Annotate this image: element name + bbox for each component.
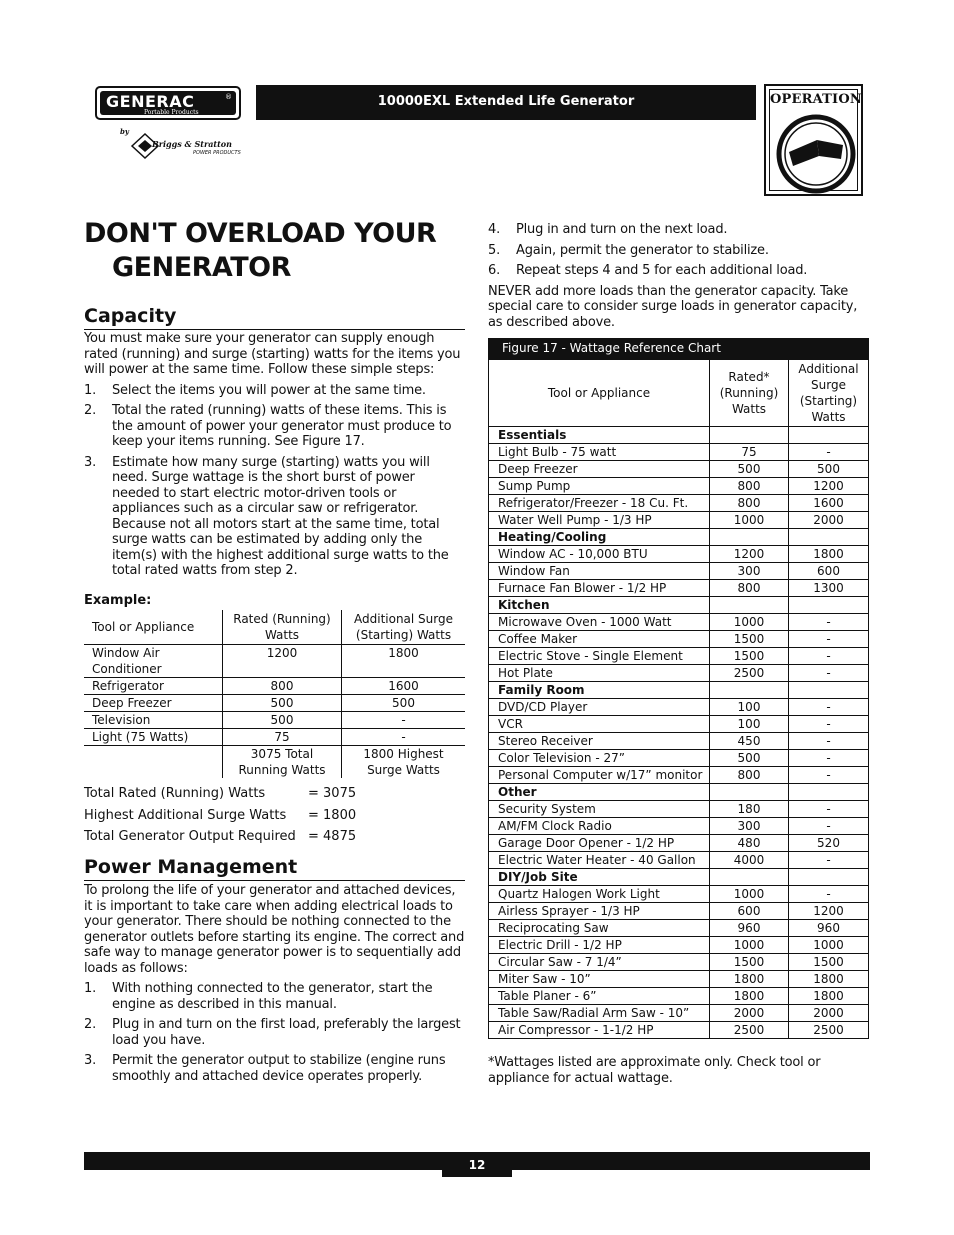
capacity-intro: You must make sure your generator can supply enough rated (running) and surge (starting) watts for the items you will power at the same time. Follow these simple steps: — [84, 331, 461, 377]
surge-watts: 1800 — [789, 971, 869, 988]
appliance-name: Circular Saw - 7 1/4” — [489, 954, 710, 971]
appliance-row — [489, 461, 869, 478]
rated-watts: 300 — [710, 563, 789, 580]
appliance-row — [489, 580, 869, 597]
example-row — [84, 712, 465, 729]
rated-watts: 2500 — [710, 665, 789, 682]
category-label: Heating/Cooling — [489, 529, 710, 546]
power-management-heading: Power Management — [84, 856, 465, 881]
rated-watts: 1500 — [710, 648, 789, 665]
category-row — [489, 427, 869, 444]
example-item: Refrigerator — [84, 678, 223, 695]
step-number: 6. — [488, 263, 501, 278]
generac-logo — [95, 86, 241, 120]
surge-watts: - — [789, 818, 869, 835]
rated-watts: 600 — [710, 903, 789, 920]
step-number: 2. — [84, 403, 97, 418]
step-text: Plug in and turn on the next load. — [516, 222, 728, 237]
example-item: Deep Freezer — [84, 695, 223, 712]
example-surge: - — [342, 712, 466, 729]
category-label: Kitchen — [489, 597, 710, 614]
appliance-row — [489, 665, 869, 682]
surge-watts: - — [789, 631, 869, 648]
rated-watts: 800 — [710, 495, 789, 512]
surge-watts: 500 — [789, 461, 869, 478]
surge-watts: - — [789, 733, 869, 750]
registered-mark-icon: ® — [225, 93, 232, 101]
surge-watts: 960 — [789, 920, 869, 937]
surge-watts: - — [789, 750, 869, 767]
appliance-row — [489, 852, 869, 869]
header-surge: Additional Surge (Starting) Watts — [789, 360, 869, 427]
example-item: Window Air Conditioner — [84, 645, 223, 678]
appliance-name: Light Bulb - 75 watt — [489, 444, 710, 461]
rated-watts: 1000 — [710, 886, 789, 903]
appliance-row — [489, 750, 869, 767]
rated-watts: 1500 — [710, 631, 789, 648]
appliance-name: Refrigerator/Freezer - 18 Cu. Ft. — [489, 495, 710, 512]
example-rated: 1200 — [223, 645, 342, 678]
appliance-row — [489, 988, 869, 1005]
rated-watts: 1200 — [710, 546, 789, 563]
step-number: 5. — [488, 242, 501, 258]
surge-watts: 600 — [789, 563, 869, 580]
summary-row — [84, 805, 465, 827]
rated-watts: 480 — [710, 835, 789, 852]
wattage-table — [488, 359, 869, 1039]
category-label: Essentials — [489, 427, 710, 444]
category-row — [489, 529, 869, 546]
surge-watts: - — [789, 801, 869, 818]
appliance-row — [489, 835, 869, 852]
appliance-name: DVD/CD Player — [489, 699, 710, 716]
category-row — [489, 597, 869, 614]
appliance-row — [489, 512, 869, 529]
rated-watts: 800 — [710, 580, 789, 597]
example-table-header — [84, 610, 465, 645]
summary-label: Highest Additional Surge Watts — [84, 807, 287, 823]
example-row — [84, 695, 465, 712]
step-text: Repeat steps 4 and 5 for each additional load. — [516, 263, 808, 278]
example-summary — [84, 783, 465, 848]
step-text: Plug in and turn on the first load, preferably the largest load you have. — [112, 1017, 461, 1048]
appliance-row — [489, 495, 869, 512]
appliance-name: Quartz Halogen Work Light — [489, 886, 710, 903]
appliance-row — [489, 767, 869, 784]
appliance-name: Furnace Fan Blower - 1/2 HP — [489, 580, 710, 597]
page-title — [84, 217, 484, 285]
rated-watts: 2500 — [710, 1022, 789, 1039]
power-intro: To prolong the life of your generator and attached devices, it is important to take care when adding electrical loads to your generator. There should be nothing connected to the generator outlets before starting its engine. The correct and safe way to manage generator power is to sequentially add loads as follows: — [84, 883, 465, 976]
example-rated: 500 — [223, 712, 342, 729]
rated-watts: 960 — [710, 920, 789, 937]
category-row — [489, 869, 869, 886]
rated-watts: 100 — [710, 699, 789, 716]
surge-watts: - — [789, 767, 869, 784]
appliance-row — [489, 699, 869, 716]
step-text: Total the rated (running) watts of these items. This is the amount of power your generator must produce to keep your items running. See Figure 17. — [112, 403, 452, 449]
header-rated: Rated* (Running) Watts — [710, 360, 789, 427]
example-header-rated: Rated (Running) Watts — [223, 610, 342, 645]
surge-watts: 520 — [789, 835, 869, 852]
surge-watts: 2000 — [789, 1005, 869, 1022]
example-row — [84, 729, 465, 746]
surge-watts: 1300 — [789, 580, 869, 597]
summary-row — [84, 826, 465, 848]
surge-watts: 2000 — [789, 512, 869, 529]
brand-subtitle: Portable Products — [144, 109, 199, 116]
step-text: With nothing connected to the generator, start the engine as described in this manual. — [112, 981, 433, 1012]
example-surge: 500 — [342, 695, 466, 712]
rated-watts: 450 — [710, 733, 789, 750]
example-label: Example: — [84, 593, 152, 608]
example-rated: 800 — [223, 678, 342, 695]
surge-watts: - — [789, 886, 869, 903]
surge-watts: - — [789, 665, 869, 682]
section-tab-label: OPERATION — [770, 92, 862, 107]
capacity-step — [84, 403, 465, 450]
header-item: Tool or Appliance — [489, 360, 710, 427]
appliance-name: Window AC - 10,000 BTU — [489, 546, 710, 563]
header-bar — [256, 85, 756, 120]
appliance-row — [489, 614, 869, 631]
surge-watts: 1200 — [789, 478, 869, 495]
appliance-row — [489, 1022, 869, 1039]
summary-value: = 4875 — [308, 829, 357, 844]
appliance-name: Miter Saw - 10” — [489, 971, 710, 988]
appliance-name: Microwave Oven - 1000 Watt — [489, 614, 710, 631]
appliance-row — [489, 546, 869, 563]
example-header-item: Tool or Appliance — [84, 610, 223, 645]
surge-watts: 1000 — [789, 937, 869, 954]
rated-watts: 1800 — [710, 988, 789, 1005]
appliance-row — [489, 818, 869, 835]
example-row — [84, 645, 465, 678]
rated-watts: 800 — [710, 767, 789, 784]
step-text: Estimate how many surge (starting) watts you will need. Surge wattage is the short burst of power needed to start electric motor-driven tools or appliances such as a circular saw or refrigerator. Because not all motors start at the same time, total surge watts can be estimated by adding only the item(s) with the highest additional surge watts to the total rated watts from step 2. — [112, 454, 449, 578]
rated-watts: 1500 — [710, 954, 789, 971]
appliance-name: Hot Plate — [489, 665, 710, 682]
rated-watts: 1800 — [710, 971, 789, 988]
brand-name: GENERAC — [106, 92, 195, 111]
appliance-name: Electric Drill - 1/2 HP — [489, 937, 710, 954]
example-total-rated: 3075 Total Running Watts — [223, 746, 342, 779]
surge-watts: - — [789, 699, 869, 716]
example-rated: 500 — [223, 695, 342, 712]
capacity-step — [84, 383, 465, 399]
step-text: Again, permit the generator to stabilize. — [516, 242, 769, 258]
capacity-heading: Capacity — [84, 305, 465, 330]
step-text: Permit the generator output to stabilize (engine runs smoothly and attached device operates properly. — [112, 1053, 446, 1084]
power-step — [84, 1017, 465, 1048]
appliance-name: AM/FM Clock Radio — [489, 818, 710, 835]
step-number: 4. — [488, 222, 501, 237]
appliance-row — [489, 733, 869, 750]
partner-name: Briggs & Stratton — [152, 139, 232, 149]
appliance-row — [489, 903, 869, 920]
example-totals-row — [84, 746, 465, 779]
example-row — [84, 678, 465, 695]
page-number: 12 — [468, 1158, 486, 1172]
rated-watts: 300 — [710, 818, 789, 835]
power-management-section — [84, 883, 465, 1084]
category-label: Family Room — [489, 682, 710, 699]
surge-watts: - — [789, 716, 869, 733]
power-management-continued — [488, 222, 868, 330]
rated-watts: 500 — [710, 461, 789, 478]
page-title-line2: GENERATOR — [112, 252, 291, 283]
rated-watts: 4000 — [710, 852, 789, 869]
appliance-name: VCR — [489, 716, 710, 733]
rated-watts: 1000 — [710, 614, 789, 631]
summary-row — [84, 783, 465, 805]
appliance-name: Airless Sprayer - 1/3 HP — [489, 903, 710, 920]
step-number: 3. — [84, 1053, 97, 1068]
power-step — [84, 1053, 465, 1084]
appliance-row — [489, 920, 869, 937]
step-number: 3. — [84, 454, 97, 470]
document-title: 10000EXL Extended Life Generator — [377, 94, 635, 109]
surge-watts: 1500 — [789, 954, 869, 971]
capacity-step — [84, 455, 465, 579]
appliance-row — [489, 563, 869, 580]
wattage-reference-chart — [488, 338, 869, 1039]
category-row — [489, 682, 869, 699]
rated-watts: 180 — [710, 801, 789, 818]
appliance-row — [489, 801, 869, 818]
appliance-row — [489, 648, 869, 665]
rated-watts: 2000 — [710, 1005, 789, 1022]
example-surge: - — [342, 729, 466, 746]
example-rated: 75 — [223, 729, 342, 746]
partner-subtitle: POWER PRODUCTS — [193, 150, 241, 156]
rated-watts: 800 — [710, 478, 789, 495]
never-note: NEVER add more loads than the generator capacity. Take special care to consider surge loads in generator capacity, as described above. — [488, 283, 858, 330]
surge-watts: - — [789, 444, 869, 461]
surge-watts: 1600 — [789, 495, 869, 512]
surge-watts: 1800 — [789, 988, 869, 1005]
page-title-line1: DON'T OVERLOAD YOUR — [84, 218, 437, 249]
appliance-name: Garage Door Opener - 1/2 HP — [489, 835, 710, 852]
rated-watts: 75 — [710, 444, 789, 461]
section-tab — [764, 84, 863, 196]
appliance-name: Table Planer - 6” — [489, 988, 710, 1005]
step-text: Select the items you will power at the same time. — [112, 382, 426, 398]
wattage-table-header — [489, 360, 869, 427]
appliance-name: Electric Stove - Single Element — [489, 648, 710, 665]
power-step — [488, 222, 868, 238]
capacity-section — [84, 331, 465, 579]
example-total-surge: 1800 Highest Surge Watts — [342, 746, 466, 779]
appliance-row — [489, 444, 869, 461]
rated-watts: 500 — [710, 750, 789, 767]
appliance-row — [489, 954, 869, 971]
example-table — [84, 610, 465, 778]
rated-watts: 1000 — [710, 512, 789, 529]
chart-title: Figure 17 - Wattage Reference Chart — [488, 338, 869, 359]
appliance-row — [489, 937, 869, 954]
step-number: 1. — [84, 981, 97, 996]
power-step — [488, 243, 868, 259]
appliance-name: Deep Freezer — [489, 461, 710, 478]
surge-watts: - — [789, 648, 869, 665]
summary-value: = 1800 — [308, 807, 357, 823]
appliance-row — [489, 886, 869, 903]
page-number-tab — [442, 1152, 512, 1177]
appliance-name: Reciprocating Saw — [489, 920, 710, 937]
power-step — [84, 981, 465, 1012]
surge-watts: 1800 — [789, 546, 869, 563]
surge-watts: 2500 — [789, 1022, 869, 1039]
category-label: Other — [489, 784, 710, 801]
appliance-name: Air Compressor - 1-1/2 HP — [489, 1022, 710, 1039]
appliance-name: Coffee Maker — [489, 631, 710, 648]
appliance-name: Color Television - 27” — [489, 750, 710, 767]
surge-watts: - — [789, 852, 869, 869]
appliance-name: Window Fan — [489, 563, 710, 580]
appliance-name: Security System — [489, 801, 710, 818]
category-label: DIY/Job Site — [489, 869, 710, 886]
summary-label: Total Rated (Running) Watts — [84, 786, 266, 801]
appliance-name: Sump Pump — [489, 478, 710, 495]
appliance-name: Personal Computer w/17” monitor — [489, 767, 710, 784]
appliance-row — [489, 478, 869, 495]
step-number: 2. — [84, 1017, 97, 1032]
rated-watts: 1000 — [710, 937, 789, 954]
appliance-name: Electric Water Heater - 40 Gallon — [489, 852, 710, 869]
appliance-row — [489, 1005, 869, 1022]
appliance-name: Table Saw/Radial Arm Saw - 10” — [489, 1005, 710, 1022]
surge-watts: 1200 — [789, 903, 869, 920]
appliance-name: Stereo Receiver — [489, 733, 710, 750]
appliance-name: Water Well Pump - 1/3 HP — [489, 512, 710, 529]
surge-watts: - — [789, 614, 869, 631]
example-item: Light (75 Watts) — [84, 729, 223, 746]
example-surge: 1800 — [342, 645, 466, 678]
wattage-footnote: *Wattages listed are approximate only. Check tool or appliance for actual wattage. — [488, 1055, 821, 1086]
category-row — [489, 784, 869, 801]
summary-value: = 3075 — [308, 786, 357, 801]
key-ignition-icon — [775, 112, 858, 194]
step-number: 1. — [84, 382, 97, 398]
example-header-surge: Additional Surge (Starting) Watts — [342, 610, 466, 645]
example-item: Television — [84, 712, 223, 729]
appliance-row — [489, 971, 869, 988]
rated-watts: 100 — [710, 716, 789, 733]
summary-label: Total Generator Output Required — [84, 829, 296, 844]
appliance-row — [489, 631, 869, 648]
example-surge: 1600 — [342, 678, 466, 695]
by-label: by — [120, 127, 129, 136]
power-step — [488, 263, 868, 279]
appliance-row — [489, 716, 869, 733]
